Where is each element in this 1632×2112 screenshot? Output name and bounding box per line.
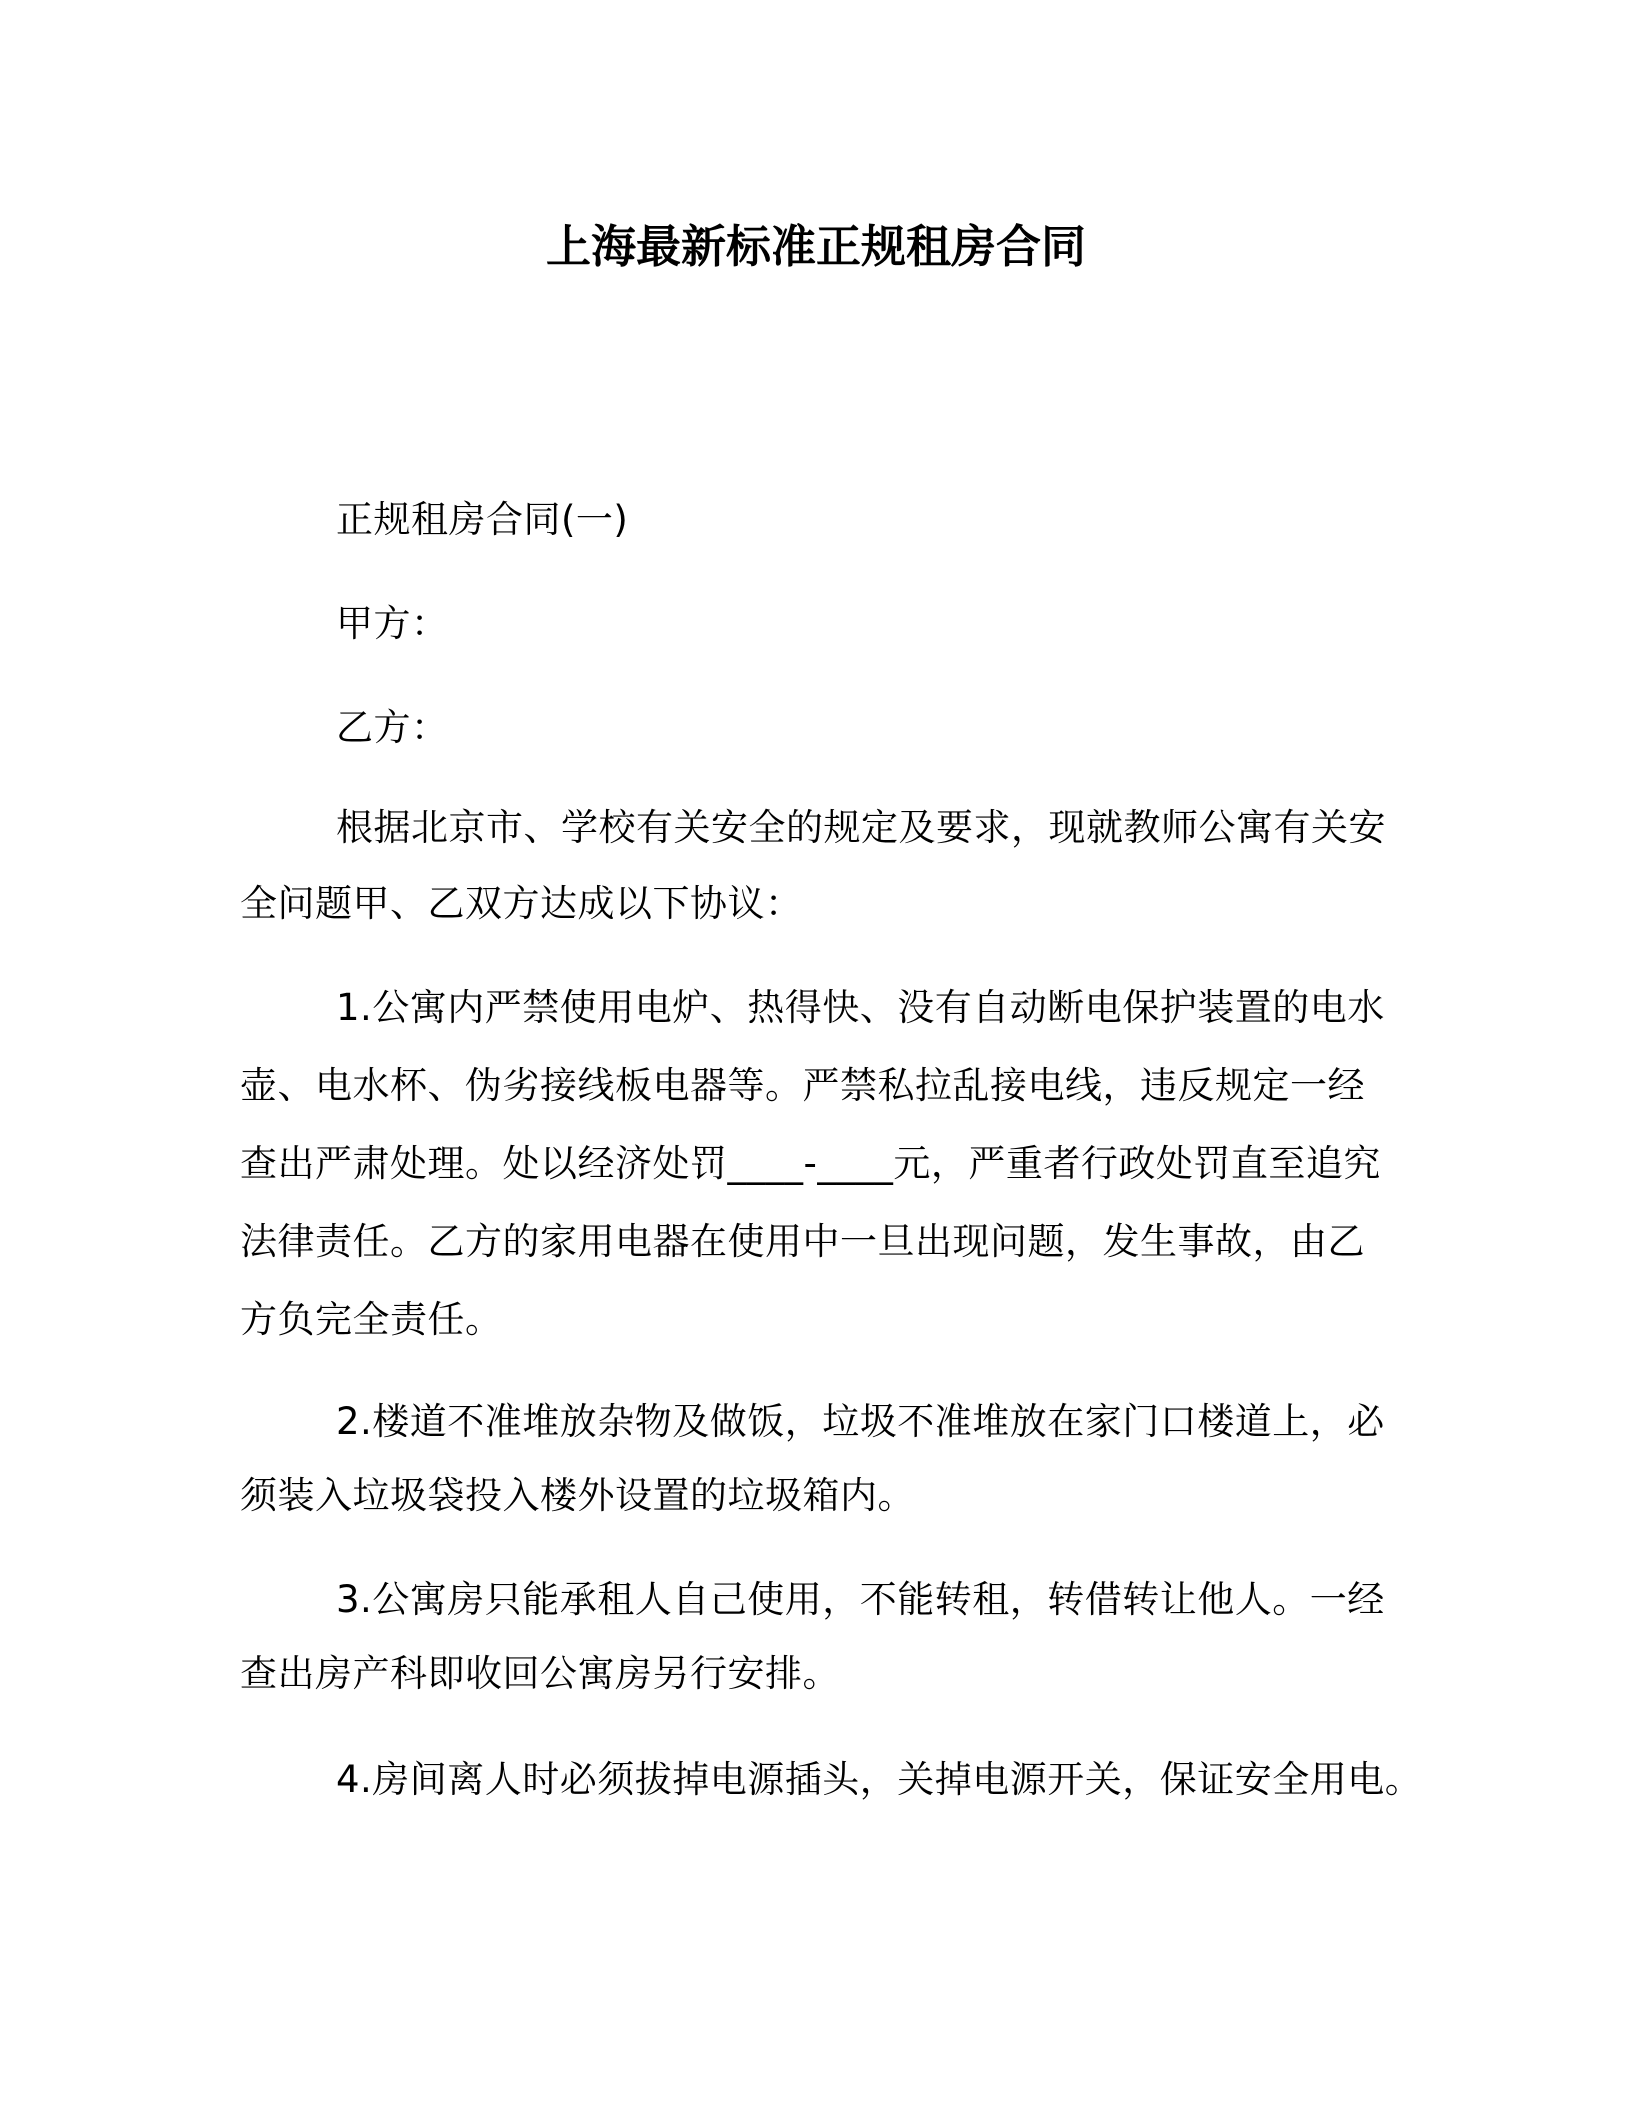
contract-subtitle: 正规租房合同(一)	[336, 498, 629, 541]
clause1-line-3: 查出严肃处理。处以经济处罚____-____元，严重者行政处罚直至追究	[240, 1142, 1381, 1185]
intro-line-2: 全问题甲、乙双方达成以下协议：	[240, 882, 803, 925]
clause3-line-2: 查出房产科即收回公寓房另行安排。	[240, 1652, 840, 1695]
clause3-line-1: 3.公寓房只能承租人自己使用，不能转租，转借转让他人。一经	[336, 1578, 1385, 1621]
clause2-line-1: 2.楼道不准堆放杂物及做饭，垃圾不准堆放在家门口楼道上，必	[336, 1400, 1385, 1443]
clause4-line-1: 4.房间离人时必须拔掉电源插头，关掉电源开关，保证安全用电。	[336, 1758, 1423, 1801]
party-b-label: 乙方：	[336, 706, 449, 749]
clause1-line-4: 法律责任。乙方的家用电器在使用中一旦出现问题，发生事故，由乙	[240, 1220, 1365, 1263]
clause1-line-1: 1.公寓内严禁使用电炉、热得快、没有自动断电保护装置的电水	[336, 986, 1385, 1029]
clause1-line-2: 壶、电水杯、伪劣接线板电器等。严禁私拉乱接电线，违反规定一经	[240, 1064, 1365, 1107]
intro-line-1: 根据北京市、学校有关安全的规定及要求，现就教师公寓有关安	[336, 806, 1386, 849]
document-title: 上海最新标准正规租房合同	[545, 220, 1086, 273]
party-a-label: 甲方：	[336, 602, 449, 645]
clause1-line-5: 方负完全责任。	[240, 1298, 503, 1341]
clause2-line-2: 须装入垃圾袋投入楼外设置的垃圾箱内。	[240, 1474, 915, 1517]
